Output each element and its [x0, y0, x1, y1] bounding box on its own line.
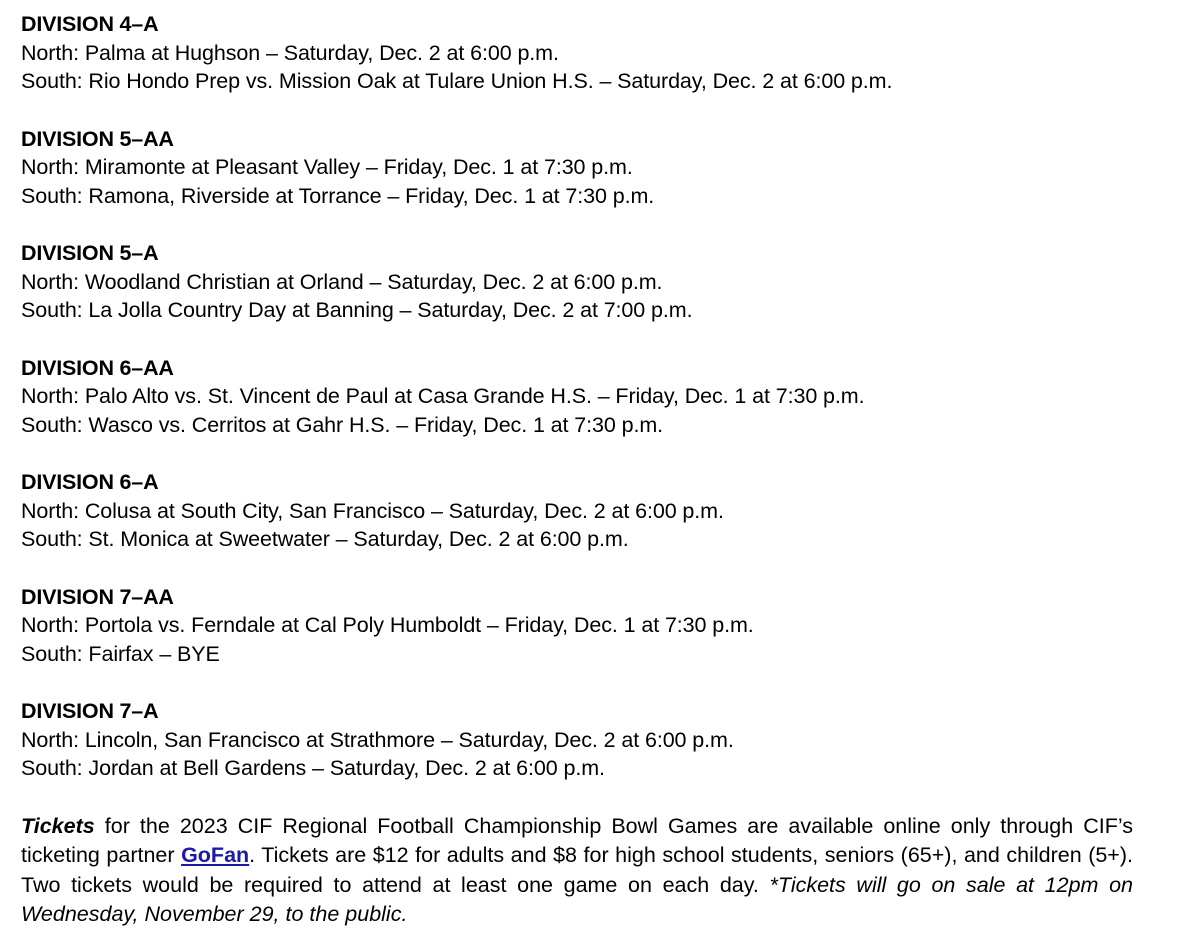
division-title: DIVISION 5–AA — [21, 126, 174, 151]
tickets-text-2: . Tickets are $12 for adults and $8 for high school students, seniors (65+), and children (5+). Two tickets would be required to attend at least one game on each day. — [21, 843, 1133, 897]
north-game: North: Colusa at South City, San Francisco – Saturday, Dec. 2 at 6:00 p.m. — [21, 498, 724, 523]
division-title: DIVISION 6–AA — [21, 355, 174, 380]
south-game: South: Ramona, Riverside at Torrance – Friday, Dec. 1 at 7:30 p.m. — [21, 183, 655, 208]
division-title: DIVISION 5–A — [21, 241, 159, 265]
north-game: North: Miramonte at Pleasant Valley – Friday, Dec. 1 at 7:30 p.m. — [21, 155, 633, 179]
division-title: DIVISION 7–AA — [21, 584, 174, 609]
division-title: DIVISION 4–A — [21, 12, 159, 36]
tickets-paragraph — [21, 812, 1133, 930]
south-game: South: Rio Hondo Prep vs. Mission Oak at Tulare Union H.S. – Saturday, Dec. 2 at 6:00 p.m. — [21, 69, 893, 93]
north-game: North: Woodland Christian at Orland – Saturday, Dec. 2 at 6:00 p.m. — [21, 269, 663, 294]
division-6aa — [21, 354, 1200, 440]
south-game: South: Fairfax – BYE — [21, 641, 220, 666]
division-7a — [21, 697, 1200, 783]
gofan-link[interactable]: GoFan — [181, 843, 250, 867]
division-4a — [21, 10, 1200, 96]
north-game: North: Lincoln, San Francisco at Strathmore – Saturday, Dec. 2 at 6:00 p.m. — [21, 727, 734, 752]
north-game: North: Palo Alto vs. St. Vincent de Paul at Casa Grande H.S. – Friday, Dec. 1 at 7:30 p.m. — [21, 384, 865, 408]
division-5a — [21, 239, 1200, 325]
division-7aa — [21, 583, 1200, 669]
south-game: South: St. Monica at Sweetwater – Saturday, Dec. 2 at 6:00 p.m. — [21, 527, 629, 551]
south-game: South: La Jolla Country Day at Banning – Saturday, Dec. 2 at 7:00 p.m. — [21, 298, 693, 322]
division-title: DIVISION 6–A — [21, 470, 159, 494]
division-5aa — [21, 125, 1200, 211]
south-game: South: Jordan at Bell Gardens – Saturday, Dec. 2 at 6:00 p.m. — [21, 756, 605, 780]
north-game: North: Portola vs. Ferndale at Cal Poly Humboldt – Friday, Dec. 1 at 7:30 p.m. — [21, 613, 754, 637]
tickets-sale-note: *Tickets will go on sale at 12pm on Wednesday, November 29, to the public. — [21, 872, 1133, 926]
north-game: North: Palma at Hughson – Saturday, Dec. 2 at 6:00 p.m. — [21, 40, 559, 65]
tickets-lead: Tickets — [21, 813, 95, 838]
tickets-text-1: for the 2023 CIF Regional Football Championship Bowl Games are available online only through CIF’s ticketing partner — [21, 813, 1133, 867]
south-game: South: Wasco vs. Cerritos at Gahr H.S. – Friday, Dec. 1 at 7:30 p.m. — [21, 412, 664, 437]
division-title: DIVISION 7–A — [21, 699, 159, 723]
division-6a — [21, 468, 1200, 554]
